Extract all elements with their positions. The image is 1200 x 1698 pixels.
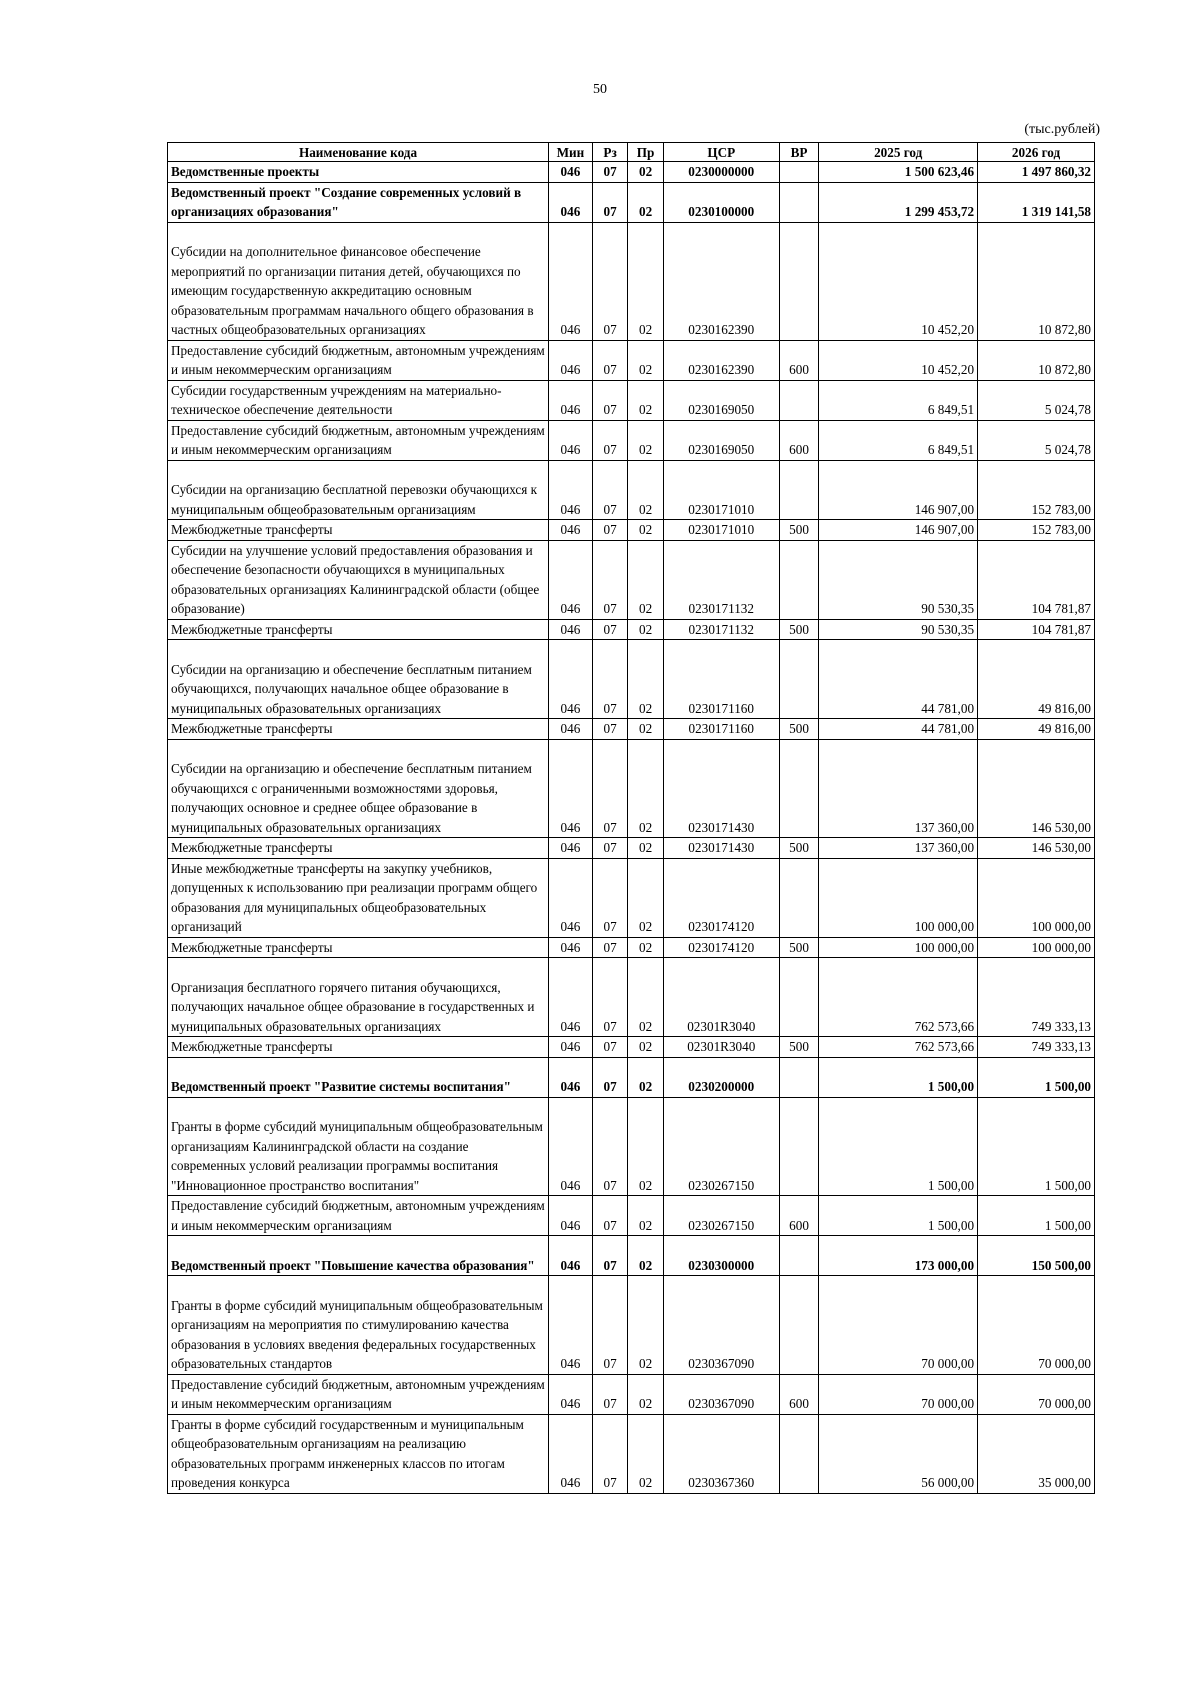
cell-csr: 0230267150 <box>663 1097 779 1196</box>
cell-csr: 0230171160 <box>663 640 779 719</box>
table-row <box>168 182 1095 222</box>
cell-name: Межбюджетные трансферты <box>168 520 549 541</box>
cell-rz: 07 <box>592 1276 627 1375</box>
table-row <box>168 858 1095 937</box>
cell-2025: 90 530,35 <box>819 619 978 640</box>
cell-pr: 02 <box>628 1276 663 1375</box>
cell-2025: 100 000,00 <box>819 937 978 958</box>
table-row <box>168 739 1095 838</box>
cell-csr: 0230174120 <box>663 858 779 937</box>
cell-csr: 0230169050 <box>663 380 779 420</box>
cell-rz: 07 <box>592 222 627 340</box>
cell-min: 046 <box>549 1276 593 1375</box>
cell-name: Межбюджетные трансферты <box>168 937 549 958</box>
table-row <box>168 1037 1095 1058</box>
cell-rz: 07 <box>592 460 627 520</box>
cell-2026: 749 333,13 <box>978 1037 1095 1058</box>
cell-pr: 02 <box>628 937 663 958</box>
header-rz: Рз <box>592 143 627 162</box>
cell-2026: 5 024,78 <box>978 380 1095 420</box>
cell-vr: 600 <box>779 340 819 380</box>
table-row <box>168 640 1095 719</box>
table-row <box>168 1196 1095 1236</box>
cell-rz: 07 <box>592 958 627 1037</box>
cell-pr: 02 <box>628 1097 663 1196</box>
cell-min: 046 <box>549 838 593 859</box>
cell-pr: 02 <box>628 182 663 222</box>
cell-2026: 104 781,87 <box>978 540 1095 619</box>
cell-2026: 1 497 860,32 <box>978 162 1095 183</box>
cell-min: 046 <box>549 540 593 619</box>
cell-rz: 07 <box>592 838 627 859</box>
cell-2026: 70 000,00 <box>978 1276 1095 1375</box>
cell-2025: 146 907,00 <box>819 520 978 541</box>
cell-name: Ведомственный проект "Развитие системы воспитания" <box>168 1057 549 1097</box>
cell-2025: 137 360,00 <box>819 838 978 859</box>
cell-2025: 1 500 623,46 <box>819 162 978 183</box>
cell-rz: 07 <box>592 380 627 420</box>
units-label: (тыс.рублей) <box>1024 122 1100 137</box>
cell-2026: 10 872,80 <box>978 340 1095 380</box>
cell-rz: 07 <box>592 619 627 640</box>
table-row <box>168 340 1095 380</box>
cell-vr <box>779 1414 819 1493</box>
cell-2026: 1 319 141,58 <box>978 182 1095 222</box>
cell-2026: 1 500,00 <box>978 1097 1095 1196</box>
table-row <box>168 619 1095 640</box>
cell-2026: 104 781,87 <box>978 619 1095 640</box>
cell-vr <box>779 222 819 340</box>
cell-min: 046 <box>549 1057 593 1097</box>
cell-csr: 02301R3040 <box>663 1037 779 1058</box>
cell-pr: 02 <box>628 958 663 1037</box>
cell-rz: 07 <box>592 340 627 380</box>
cell-2025: 90 530,35 <box>819 540 978 619</box>
cell-rz: 07 <box>592 182 627 222</box>
cell-name: Субсидии на дополнительное финансовое обеспечение мероприятий по организации питания детей, обучающихся по имеющим государственную аккредитацию основным образовательным программам начального общего образования в частных общеобразовательных организациях <box>168 222 549 340</box>
cell-pr: 02 <box>628 380 663 420</box>
cell-pr: 02 <box>628 222 663 340</box>
cell-csr: 0230162390 <box>663 222 779 340</box>
cell-csr: 0230367090 <box>663 1374 779 1414</box>
cell-csr: 0230200000 <box>663 1057 779 1097</box>
cell-min: 046 <box>549 1414 593 1493</box>
cell-csr: 0230300000 <box>663 1236 779 1276</box>
cell-min: 046 <box>549 739 593 838</box>
cell-name: Организация бесплатного горячего питания обучающихся, получающих начальное общее образование в государственных и муниципальных образовательных организациях <box>168 958 549 1037</box>
cell-csr: 0230169050 <box>663 420 779 460</box>
cell-vr <box>779 1236 819 1276</box>
cell-2025: 762 573,66 <box>819 958 978 1037</box>
table-row <box>168 380 1095 420</box>
cell-vr <box>779 1276 819 1375</box>
table-row <box>168 540 1095 619</box>
cell-pr: 02 <box>628 739 663 838</box>
cell-rz: 07 <box>592 540 627 619</box>
cell-vr <box>779 1057 819 1097</box>
cell-2025: 1 500,00 <box>819 1097 978 1196</box>
cell-2025: 6 849,51 <box>819 380 978 420</box>
cell-vr: 500 <box>779 838 819 859</box>
cell-pr: 02 <box>628 838 663 859</box>
table-row <box>168 460 1095 520</box>
cell-rz: 07 <box>592 719 627 740</box>
cell-min: 046 <box>549 958 593 1037</box>
cell-name: Межбюджетные трансферты <box>168 1037 549 1058</box>
cell-vr: 600 <box>779 1374 819 1414</box>
cell-name: Субсидии на организацию бесплатной перевозки обучающихся к муниципальным общеобразовательным организациям <box>168 460 549 520</box>
cell-vr: 500 <box>779 520 819 541</box>
cell-2026: 150 500,00 <box>978 1236 1095 1276</box>
cell-rz: 07 <box>592 640 627 719</box>
cell-vr: 600 <box>779 420 819 460</box>
cell-rz: 07 <box>592 1196 627 1236</box>
cell-rz: 07 <box>592 858 627 937</box>
cell-csr: 0230367360 <box>663 1414 779 1493</box>
table-row <box>168 520 1095 541</box>
budget-table <box>167 142 1095 1494</box>
cell-rz: 07 <box>592 420 627 460</box>
cell-pr: 02 <box>628 1374 663 1414</box>
cell-2026: 100 000,00 <box>978 937 1095 958</box>
cell-min: 046 <box>549 619 593 640</box>
cell-csr: 0230367090 <box>663 1276 779 1375</box>
cell-csr: 0230174120 <box>663 937 779 958</box>
cell-vr: 500 <box>779 1037 819 1058</box>
cell-pr: 02 <box>628 719 663 740</box>
cell-min: 046 <box>549 182 593 222</box>
cell-2026: 70 000,00 <box>978 1374 1095 1414</box>
cell-min: 046 <box>549 719 593 740</box>
cell-rz: 07 <box>592 1374 627 1414</box>
cell-min: 046 <box>549 1196 593 1236</box>
cell-name: Субсидии на улучшение условий предоставления образования и обеспечение безопасности обучающихся в муниципальных образовательных организациях Калининградской области (общее образование) <box>168 540 549 619</box>
cell-name: Межбюджетные трансферты <box>168 619 549 640</box>
cell-pr: 02 <box>628 520 663 541</box>
cell-vr <box>779 182 819 222</box>
header-2026: 2026 год <box>978 143 1095 162</box>
cell-rz: 07 <box>592 739 627 838</box>
cell-vr: 500 <box>779 937 819 958</box>
table-row <box>168 838 1095 859</box>
cell-2025: 70 000,00 <box>819 1276 978 1375</box>
table-row <box>168 420 1095 460</box>
table-row <box>168 719 1095 740</box>
cell-2025: 56 000,00 <box>819 1414 978 1493</box>
cell-pr: 02 <box>628 1057 663 1097</box>
cell-name: Предоставление субсидий бюджетным, автономным учреждениям и иным некоммерческим организациям <box>168 420 549 460</box>
cell-2025: 1 500,00 <box>819 1196 978 1236</box>
cell-2026: 1 500,00 <box>978 1196 1095 1236</box>
cell-csr: 0230100000 <box>663 182 779 222</box>
table-row <box>168 162 1095 183</box>
cell-rz: 07 <box>592 520 627 541</box>
cell-2026: 5 024,78 <box>978 420 1095 460</box>
cell-2025: 44 781,00 <box>819 719 978 740</box>
cell-2026: 152 783,00 <box>978 460 1095 520</box>
cell-name: Иные межбюджетные трансферты на закупку учебников, допущенных к использованию при реализации программ общего образования для муниципальных общеобразовательных организаций <box>168 858 549 937</box>
cell-vr <box>779 540 819 619</box>
cell-min: 046 <box>549 222 593 340</box>
cell-csr: 0230171010 <box>663 460 779 520</box>
cell-pr: 02 <box>628 1037 663 1058</box>
header-pr: Пр <box>628 143 663 162</box>
cell-name: Межбюджетные трансферты <box>168 838 549 859</box>
cell-2026: 749 333,13 <box>978 958 1095 1037</box>
cell-2026: 49 816,00 <box>978 640 1095 719</box>
cell-vr: 500 <box>779 619 819 640</box>
cell-name: Ведомственный проект "Повышение качества образования" <box>168 1236 549 1276</box>
cell-2026: 146 530,00 <box>978 838 1095 859</box>
cell-min: 046 <box>549 420 593 460</box>
cell-pr: 02 <box>628 460 663 520</box>
cell-pr: 02 <box>628 1414 663 1493</box>
cell-min: 046 <box>549 1374 593 1414</box>
cell-rz: 07 <box>592 1057 627 1097</box>
cell-2026: 146 530,00 <box>978 739 1095 838</box>
cell-pr: 02 <box>628 1236 663 1276</box>
cell-pr: 02 <box>628 619 663 640</box>
cell-pr: 02 <box>628 162 663 183</box>
cell-min: 046 <box>549 380 593 420</box>
cell-2025: 10 452,20 <box>819 222 978 340</box>
header-csr: ЦСР <box>663 143 779 162</box>
cell-min: 046 <box>549 460 593 520</box>
table-row <box>168 1276 1095 1375</box>
cell-name: Субсидии на организацию и обеспечение бесплатным питанием обучающихся, получающих начальное общее образование в муниципальных образовательных организациях <box>168 640 549 719</box>
cell-vr: 500 <box>779 719 819 740</box>
cell-pr: 02 <box>628 340 663 380</box>
cell-2025: 146 907,00 <box>819 460 978 520</box>
cell-2025: 173 000,00 <box>819 1236 978 1276</box>
cell-csr: 0230267150 <box>663 1196 779 1236</box>
cell-min: 046 <box>549 1097 593 1196</box>
cell-rz: 07 <box>592 1037 627 1058</box>
cell-2025: 10 452,20 <box>819 340 978 380</box>
table-row <box>168 958 1095 1037</box>
cell-2025: 70 000,00 <box>819 1374 978 1414</box>
table-row <box>168 222 1095 340</box>
cell-name: Субсидии на организацию и обеспечение бесплатным питанием обучающихся с ограниченными возможностями здоровья, получающих основное и среднее общее образование в муниципальных образовательных организациях <box>168 739 549 838</box>
cell-name: Гранты в форме субсидий муниципальным общеобразовательным организациям Калининградской области на создание современных условий реализации программы воспитания "Инновационное пространство воспитания" <box>168 1097 549 1196</box>
cell-2025: 1 299 453,72 <box>819 182 978 222</box>
cell-2026: 49 816,00 <box>978 719 1095 740</box>
cell-rz: 07 <box>592 1414 627 1493</box>
cell-csr: 0230000000 <box>663 162 779 183</box>
cell-2025: 6 849,51 <box>819 420 978 460</box>
cell-csr: 0230171430 <box>663 838 779 859</box>
header-2025: 2025 год <box>819 143 978 162</box>
cell-csr: 0230171160 <box>663 719 779 740</box>
cell-2025: 44 781,00 <box>819 640 978 719</box>
cell-pr: 02 <box>628 540 663 619</box>
table-row <box>168 1414 1095 1493</box>
table-row <box>168 1057 1095 1097</box>
cell-vr <box>779 858 819 937</box>
table-row <box>168 1236 1095 1276</box>
cell-rz: 07 <box>592 1236 627 1276</box>
cell-2025: 100 000,00 <box>819 858 978 937</box>
cell-min: 046 <box>549 858 593 937</box>
table-row <box>168 937 1095 958</box>
table-body <box>168 162 1095 1494</box>
page-number: 50 <box>593 82 607 97</box>
cell-2026: 100 000,00 <box>978 858 1095 937</box>
cell-name: Субсидии государственным учреждениям на материально-техническое обеспечение деятельности <box>168 380 549 420</box>
cell-vr <box>779 162 819 183</box>
cell-min: 046 <box>549 1037 593 1058</box>
cell-csr: 0230171132 <box>663 619 779 640</box>
cell-vr <box>779 380 819 420</box>
cell-csr: 0230171132 <box>663 540 779 619</box>
cell-vr <box>779 460 819 520</box>
cell-name: Межбюджетные трансферты <box>168 719 549 740</box>
cell-min: 046 <box>549 340 593 380</box>
table-row <box>168 1097 1095 1196</box>
cell-vr <box>779 958 819 1037</box>
cell-name: Ведомственный проект "Создание современных условий в организациях образования" <box>168 182 549 222</box>
header-min: Мин <box>549 143 593 162</box>
cell-pr: 02 <box>628 858 663 937</box>
cell-csr: 0230162390 <box>663 340 779 380</box>
cell-min: 046 <box>549 1236 593 1276</box>
cell-name: Ведомственные проекты <box>168 162 549 183</box>
cell-name: Гранты в форме субсидий муниципальным общеобразовательным организациям на мероприятия по стимулированию качества образования в условиях введения федеральных государственных образовательных стандартов <box>168 1276 549 1375</box>
cell-name: Гранты в форме субсидий государственным и муниципальным общеобразовательным организациям на реализацию образовательных программ инженерных классов по итогам проведения конкурса <box>168 1414 549 1493</box>
table-row <box>168 1374 1095 1414</box>
cell-2025: 1 500,00 <box>819 1057 978 1097</box>
cell-2026: 35 000,00 <box>978 1414 1095 1493</box>
cell-2025: 137 360,00 <box>819 739 978 838</box>
cell-min: 046 <box>549 937 593 958</box>
header-name: Наименование кода <box>168 143 549 162</box>
cell-pr: 02 <box>628 420 663 460</box>
cell-csr: 0230171430 <box>663 739 779 838</box>
cell-vr <box>779 640 819 719</box>
cell-rz: 07 <box>592 162 627 183</box>
cell-min: 046 <box>549 162 593 183</box>
cell-csr: 0230171010 <box>663 520 779 541</box>
table-header-row <box>168 143 1095 162</box>
cell-min: 046 <box>549 520 593 541</box>
cell-2026: 152 783,00 <box>978 520 1095 541</box>
cell-vr: 600 <box>779 1196 819 1236</box>
cell-min: 046 <box>549 640 593 719</box>
cell-pr: 02 <box>628 1196 663 1236</box>
cell-2025: 762 573,66 <box>819 1037 978 1058</box>
cell-name: Предоставление субсидий бюджетным, автономным учреждениям и иным некоммерческим организациям <box>168 340 549 380</box>
header-vr: ВР <box>779 143 819 162</box>
cell-name: Предоставление субсидий бюджетным, автономным учреждениям и иным некоммерческим организациям <box>168 1374 549 1414</box>
cell-2026: 10 872,80 <box>978 222 1095 340</box>
cell-pr: 02 <box>628 640 663 719</box>
cell-rz: 07 <box>592 937 627 958</box>
cell-name: Предоставление субсидий бюджетным, автономным учреждениям и иным некоммерческим организациям <box>168 1196 549 1236</box>
cell-vr <box>779 739 819 838</box>
cell-rz: 07 <box>592 1097 627 1196</box>
cell-csr: 02301R3040 <box>663 958 779 1037</box>
cell-vr <box>779 1097 819 1196</box>
cell-2026: 1 500,00 <box>978 1057 1095 1097</box>
